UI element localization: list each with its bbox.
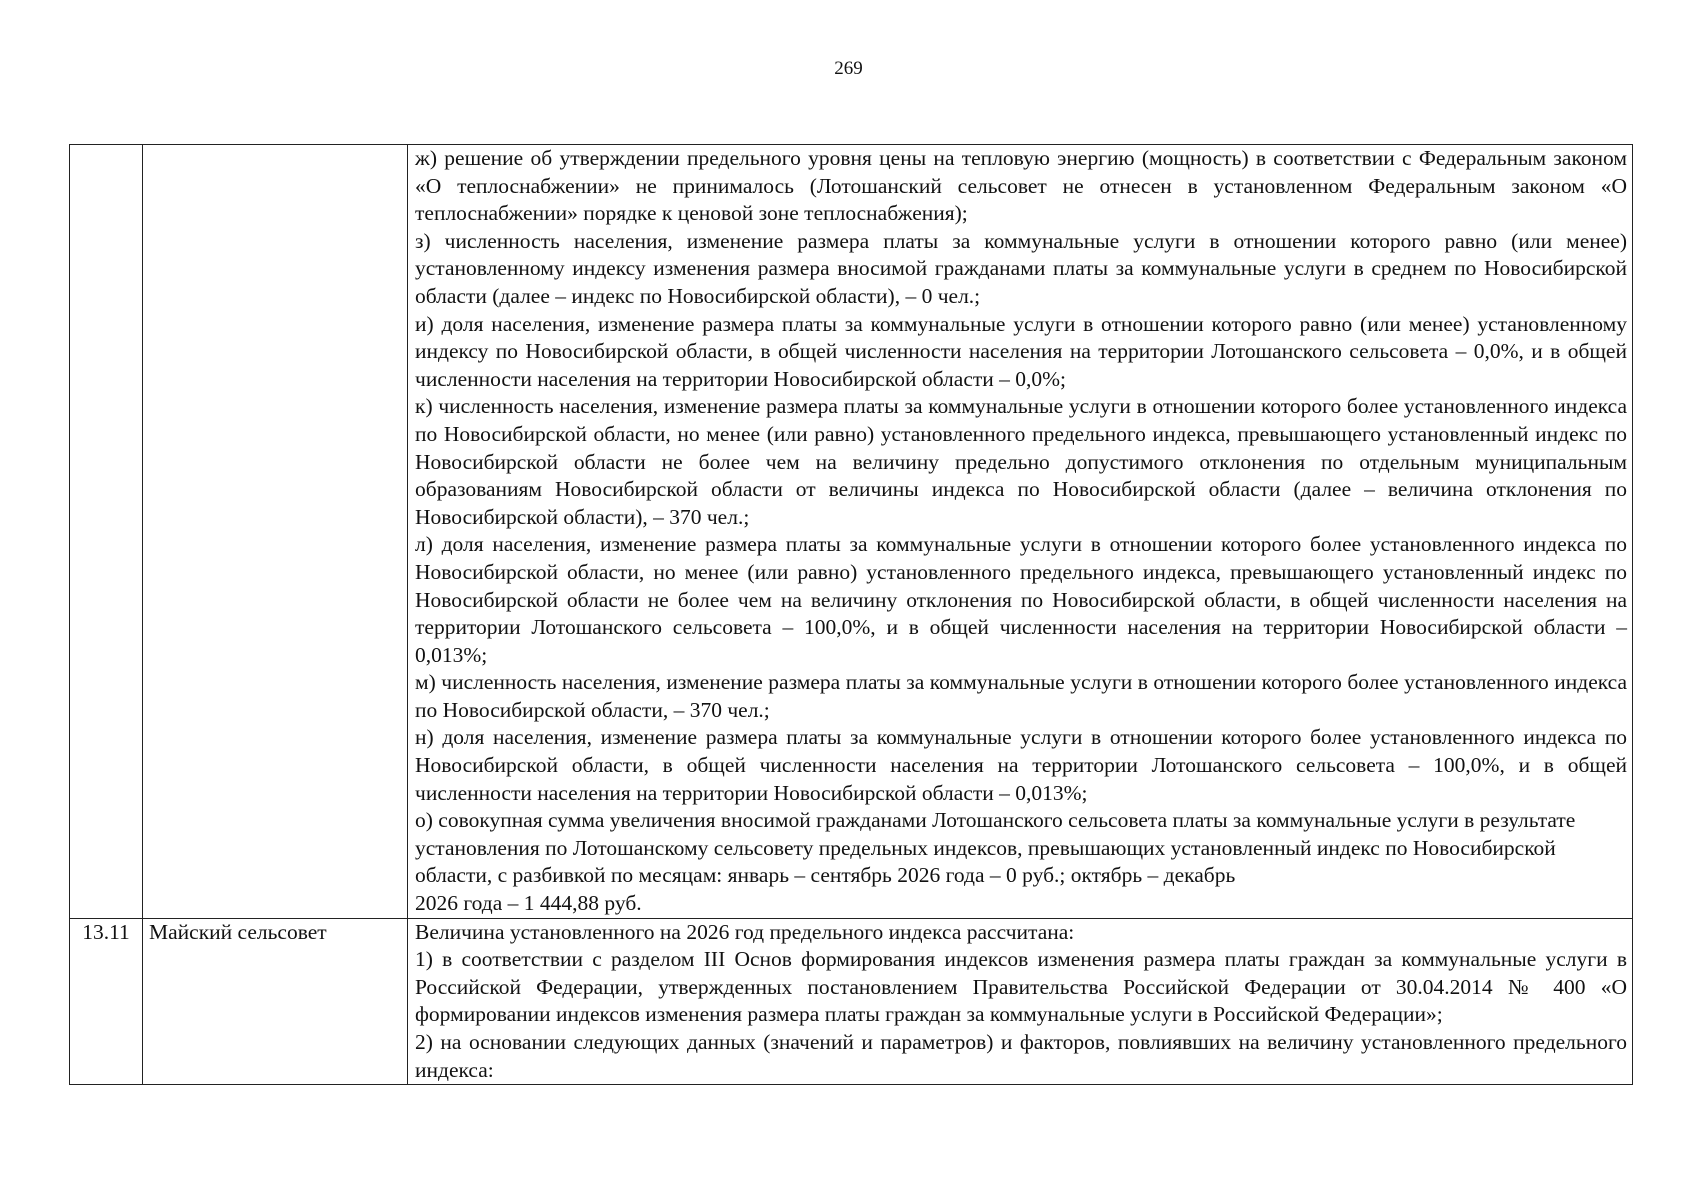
municipality-name-cell (143, 145, 408, 919)
row-number-cell: 13.11 (70, 918, 143, 1085)
description-cell (408, 918, 1633, 1085)
paragraph: 2) на основании следующих данных (значений и параметров) и факторов, повлиявших на величину установленного предельного индекса: (415, 1030, 1627, 1082)
table-row (70, 918, 1633, 1085)
paragraph: о) совокупная сумма увеличения вносимой гражданами Лотошанского сельсовета платы за коммунальные услуги в результате установления по Лотошанскому сельсовету предельных индексов, превышающих установленный индекс по Новосибирской области, с разбивкой по месяцам: январь – сентябрь 2026 года – 0 руб.; октябрь – декабрь (415, 808, 1576, 888)
page-number: 269 (834, 58, 863, 79)
paragraph: л) доля населения, изменение размера платы за коммунальные услуги в отношении которого более установленного индекса по Новосибирской области, но менее (или равно) установленного предельного индекса, превышающего установленный индекс по Новосибирской области не более чем на величину отклонения по Новосибирской области, в общей численности населения на территории Лотошанского сельсовета – 100,0%, и в общей численности населения на территории Новосибирской области – 0,013%; (415, 532, 1627, 667)
paragraph: 1) в соответствии с разделом III Основ формирования индексов изменения размера платы граждан за коммунальные услуги в Российской Федерации, утвержденных постановлением Правительства Российской Федерации от 30.04.2014 № 400 «О формировании индексов изменения размера платы граждан за коммунальные услуги в Российской Федерации»; (415, 947, 1627, 1027)
paragraph: 2026 года – 1 444,88 руб. (415, 891, 642, 916)
paragraph: и) доля населения, изменение размера платы за коммунальные услуги в отношении которого равно (или менее) установленному индексу по Новосибирской области, в общей численности населения на территории Лотошанского сельсовета – 0,0%, и в общей численности населения на территории Новосибирской области – 0,0%; (415, 311, 1627, 391)
paragraph: Величина установленного на 2026 год предельного индекса рассчитана: (415, 919, 1075, 944)
paragraph: м) численность населения, изменение размера платы за коммунальные услуги в отношении которого более установленного индекса по Новосибирской области, – 370 чел.; (415, 670, 1627, 722)
document-table (69, 144, 1633, 1085)
description-cell (408, 145, 1633, 919)
paragraph: к) численность населения, изменение размера платы за коммунальные услуги в отношении которого более установленного индекса по Новосибирской области, но менее (или равно) установленного предельного индекса, превышающего установленный индекс по Новосибирской области не более чем на величину предельно допустимого отклонения по отдельным муниципальным образованиям Новосибирской области от величины индекса по Новосибирской области (далее – величина отклонения по Новосибирской области), – 370 чел.; (415, 394, 1627, 529)
paragraph: н) доля населения, изменение размера платы за коммунальные услуги в отношении которого более установленного индекса по Новосибирской области, в общей численности населения на территории Лотошанского сельсовета – 100,0%, и в общей численности населения на территории Новосибирской области – 0,013%; (415, 725, 1627, 805)
table-row (70, 145, 1633, 919)
paragraph: з) численность населения, изменение размера платы за коммунальные услуги в отношении которого равно (или менее) установленному индексу изменения размера вносимой гражданами платы за коммунальные услуги в среднем по Новосибирской области (далее – индекс по Новосибирской области), – 0 чел.; (415, 228, 1627, 308)
row-number-cell (70, 145, 143, 919)
municipality-name-cell: Майский сельсовет (143, 918, 408, 1085)
paragraph: ж) решение об утверждении предельного уровня цены на тепловую энергию (мощность) в соответствии с Федеральным законом «О теплоснабжении» не принималось (Лотошанский сельсовет не отнесен в установленном Федеральным законом «О теплоснабжении» порядке к ценовой зоне теплоснабжения); (415, 146, 1627, 226)
